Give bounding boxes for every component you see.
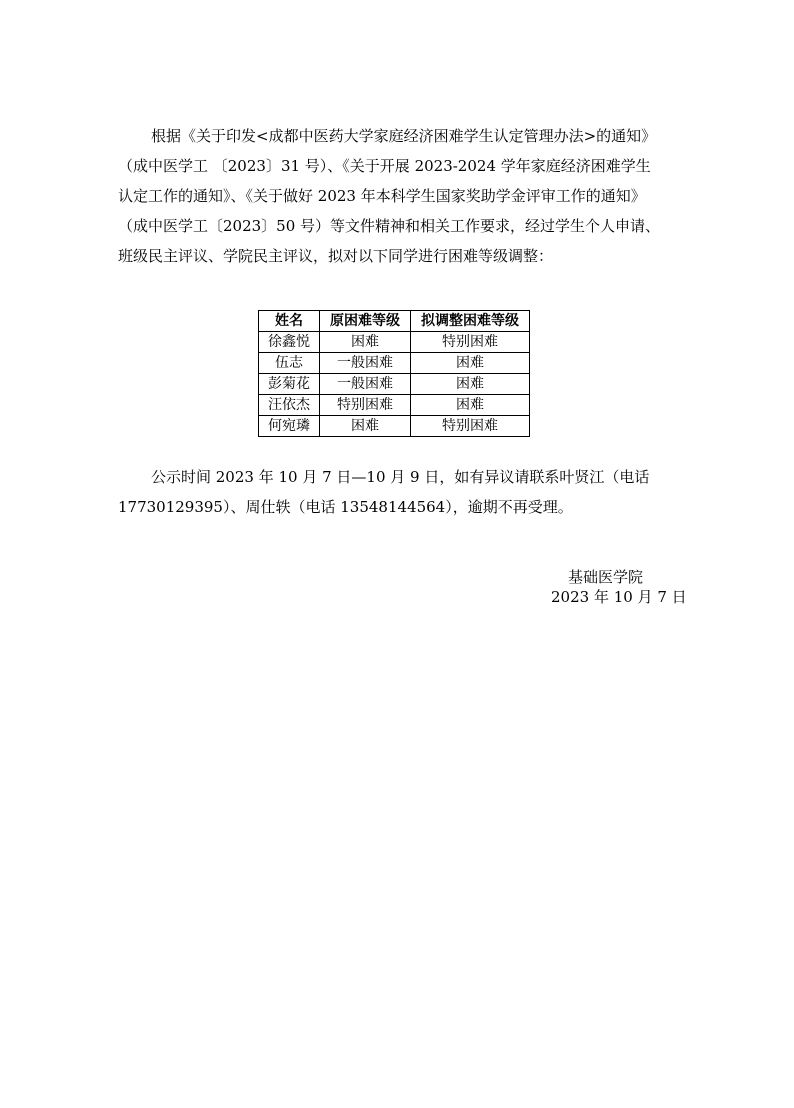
cell-name: 汪依杰: [259, 395, 320, 416]
notice-paragraph: [118, 462, 678, 522]
main-paragraph-line: （成中医学工 〔2023〕31 号）、《关于开展 2023-2024 学年家庭经济困难学生: [118, 157, 651, 175]
table-row: [259, 332, 530, 353]
table-row: [259, 395, 530, 416]
table-row: [259, 416, 530, 437]
main-paragraph: [118, 121, 678, 271]
cell-name: 何宛璘: [259, 416, 320, 437]
cell-adjusted-level: 困难: [411, 395, 530, 416]
cell-adjusted-level: 困难: [411, 353, 530, 374]
header-name: 姓名: [259, 311, 320, 332]
table-row: [259, 374, 530, 395]
main-paragraph-line: 根据《关于印发<成都中医药大学家庭经济困难学生认定管理办法>的通知》: [151, 127, 657, 145]
notice-paragraph-line: 17730129395）、周仕轶（电话 13548144564），逾期不再受理。: [118, 498, 573, 516]
cell-original-level: 困难: [320, 416, 411, 437]
signature-organization: 基础医学院: [568, 568, 644, 586]
cell-adjusted-level: 困难: [411, 374, 530, 395]
adjustment-table: [258, 310, 530, 437]
cell-name: 伍志: [259, 353, 320, 374]
cell-original-level: 特别困难: [320, 395, 411, 416]
table-header-row: [259, 311, 530, 332]
header-adjusted-level: 拟调整困难等级: [411, 311, 530, 332]
signature-date: 2023 年 10 月 7 日: [551, 588, 687, 606]
notice-paragraph-line: 公示时间 2023 年 10 月 7 日—10 月 9 日，如有异议请联系叶贤江（电话: [151, 468, 650, 486]
main-paragraph-line: 认定工作的通知》、《关于做好 2023 年本科学生国家奖助学金评审工作的通知》: [118, 187, 646, 205]
header-original-level: 原困难等级: [320, 311, 411, 332]
cell-original-level: 一般困难: [320, 353, 411, 374]
cell-adjusted-level: 特别困难: [411, 332, 530, 353]
table-row: [259, 353, 530, 374]
cell-name: 彭菊花: [259, 374, 320, 395]
cell-name: 徐鑫悦: [259, 332, 320, 353]
cell-original-level: 一般困难: [320, 374, 411, 395]
main-paragraph-line: （成中医学工〔2023〕50 号）等文件精神和相关工作要求，经过学生个人申请、: [118, 217, 661, 235]
cell-adjusted-level: 特别困难: [411, 416, 530, 437]
main-paragraph-line: 班级民主评议、学院民主评议，拟对以下同学进行困难等级调整：: [118, 247, 554, 265]
cell-original-level: 困难: [320, 332, 411, 353]
